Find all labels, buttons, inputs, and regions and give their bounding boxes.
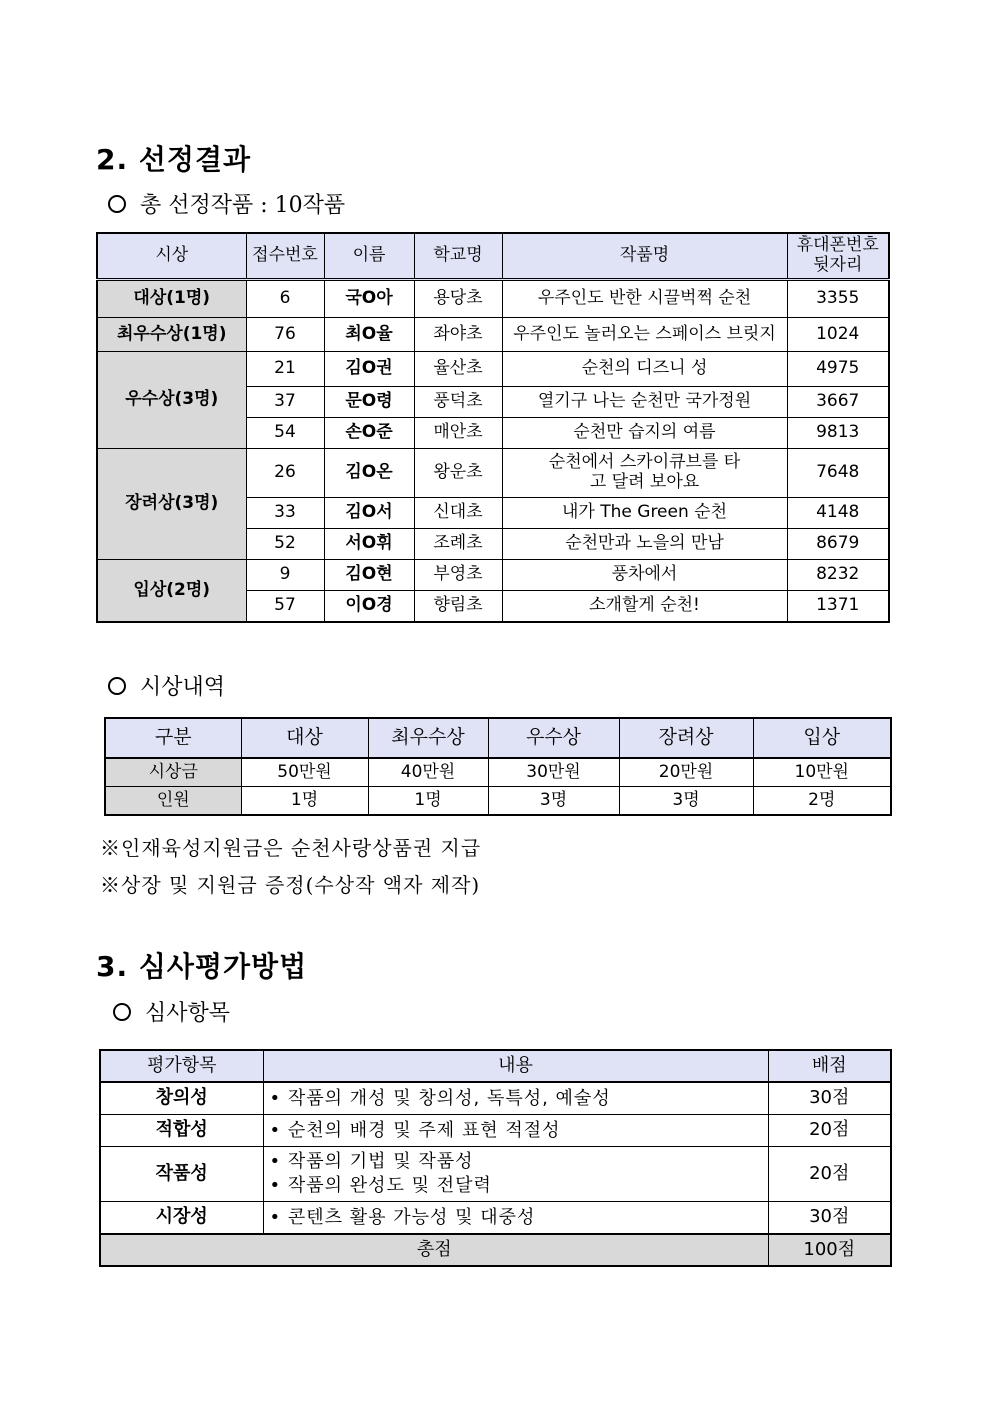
eval-header-content: 내용: [263, 1050, 768, 1082]
phone-tail: 1024: [787, 318, 889, 352]
circle-bullet-icon: [108, 677, 126, 695]
student-name: 김O권: [324, 352, 414, 387]
phone-tail: 1371: [787, 591, 889, 623]
school: 향림초: [414, 591, 502, 623]
award-cell: 대상(1명): [97, 280, 246, 318]
award-cell: 장려상(3명): [97, 449, 246, 560]
header-phone: [787, 233, 889, 280]
header-school: 학교명: [414, 233, 502, 280]
school: 부영초: [414, 560, 502, 591]
bullet-total-text: 총 선정작품 : 10작품: [140, 193, 346, 218]
entry-no: 54: [246, 418, 324, 449]
award-cell: 입상(2명): [97, 560, 246, 623]
phone-tail: 7648: [787, 449, 889, 498]
student-name: 국O아: [324, 280, 414, 318]
table-row: [100, 1147, 891, 1202]
work-title: 우주인도 반한 시끌벅쩍 순천: [502, 280, 787, 318]
eval-item: 창의성: [100, 1082, 263, 1115]
prize-count-value: 3명: [619, 787, 753, 816]
header-entry-no: 접수번호: [246, 233, 324, 280]
school: 좌야초: [414, 318, 502, 352]
school: 신대초: [414, 498, 502, 529]
student-name: 김O서: [324, 498, 414, 529]
table-row: [100, 1115, 891, 1147]
eval-item: 작품성: [100, 1147, 263, 1202]
phone-tail: 8679: [787, 529, 889, 560]
student-name: 최O율: [324, 318, 414, 352]
results-header-row: [97, 233, 889, 280]
award-cell: 최우수상(1명): [97, 318, 246, 352]
student-name: 문O령: [324, 387, 414, 418]
circle-bullet-icon: [108, 195, 126, 213]
prize-money-value: 10만원: [753, 758, 891, 787]
school: 풍덕초: [414, 387, 502, 418]
entry-no: 26: [246, 449, 324, 498]
entry-no: 21: [246, 352, 324, 387]
prize-money-row: [105, 758, 891, 787]
eval-total-score: 100점: [768, 1234, 891, 1266]
eval-total-label: 총점: [100, 1234, 768, 1266]
prize-count-value: 2명: [753, 787, 891, 816]
header-name: 이름: [324, 233, 414, 280]
prize-header-excellence: 최우수상: [368, 718, 488, 758]
student-name: 손O준: [324, 418, 414, 449]
prize-header-encouragement: 장려상: [619, 718, 753, 758]
prize-count-row: [105, 787, 891, 816]
bullet-total-works: [108, 188, 345, 219]
eval-header-item: 평가항목: [100, 1050, 263, 1082]
prize-count-label: 인원: [105, 787, 241, 816]
award-cell: 우수상(3명): [97, 352, 246, 449]
prize-money-value: 50만원: [241, 758, 368, 787]
eval-desc-line: • 순천의 배경 및 주제 표현 적절성: [269, 1119, 561, 1141]
prize-count-value: 1명: [241, 787, 368, 816]
eval-score: 30점: [768, 1202, 891, 1235]
bullet-prize-text: 시상내역: [140, 675, 226, 700]
eval-total-row: [100, 1234, 891, 1266]
work-title: 순천에서 스카이큐브를 타고 달려 보아요: [502, 449, 787, 498]
prize-header-merit: 우수상: [488, 718, 619, 758]
eval-desc: [263, 1147, 768, 1202]
eval-desc: [263, 1202, 768, 1235]
eval-score: 30점: [768, 1082, 891, 1115]
prize-count-value: 3명: [488, 787, 619, 816]
entry-no: 33: [246, 498, 324, 529]
student-name: 서O휘: [324, 529, 414, 560]
section2-title: 2. 선정결과: [96, 143, 252, 176]
bullet-prize: [108, 670, 225, 701]
student-name: 김O현: [324, 560, 414, 591]
prize-money-value: 20만원: [619, 758, 753, 787]
table-row: [97, 352, 889, 387]
work-title: 소개할게 순천!: [502, 591, 787, 623]
eval-desc-line: • 작품의 기법 및 작품성: [269, 1151, 474, 1172]
evaluation-table: [99, 1049, 892, 1267]
table-row: [97, 280, 889, 318]
student-name: 김O온: [324, 449, 414, 498]
entry-no: 6: [246, 280, 324, 318]
table-row: [97, 449, 889, 498]
note-2: ※상장 및 지원금 증정(수상작 액자 제작): [100, 873, 481, 897]
header-work: 작품명: [502, 233, 787, 280]
work-title: 우주인도 놀러오는 스페이스 브릿지: [502, 318, 787, 352]
prize-header-category: 구분: [105, 718, 241, 758]
work-title: 내가 The Green 순천: [502, 498, 787, 529]
entry-no: 57: [246, 591, 324, 623]
eval-desc-line: • 콘텐츠 활용 가능성 및 대중성: [269, 1206, 536, 1228]
work-title: 순천의 디즈니 성: [502, 352, 787, 387]
phone-tail: 4975: [787, 352, 889, 387]
prize-money-value: 40만원: [368, 758, 488, 787]
eval-item: 시장성: [100, 1202, 263, 1235]
prize-count-value: 1명: [368, 787, 488, 816]
bullet-eval-text: 심사항목: [145, 1001, 231, 1026]
school: 율산초: [414, 352, 502, 387]
entry-no: 52: [246, 529, 324, 560]
eval-item: 적합성: [100, 1115, 263, 1147]
student-name: 이O경: [324, 591, 414, 623]
work-title: 열기구 나는 순천만 국가정원: [502, 387, 787, 418]
note-1: ※인재육성지원금은 순천사랑상품권 지급: [100, 836, 482, 860]
work-title: 순천만과 노을의 만남: [502, 529, 787, 560]
phone-tail: 8232: [787, 560, 889, 591]
table-row: [100, 1082, 891, 1115]
prize-header-row: [105, 718, 891, 758]
entry-no: 76: [246, 318, 324, 352]
school: 용당초: [414, 280, 502, 318]
phone-tail: 3667: [787, 387, 889, 418]
school: 조례초: [414, 529, 502, 560]
phone-tail: 9813: [787, 418, 889, 449]
eval-desc: [263, 1082, 768, 1115]
table-row: [97, 318, 889, 352]
prize-header-grand: 대상: [241, 718, 368, 758]
eval-score: 20점: [768, 1147, 891, 1202]
table-row: [100, 1202, 891, 1235]
results-table: [96, 232, 890, 623]
work-title: 순천만 습지의 여름: [502, 418, 787, 449]
phone-tail: 3355: [787, 280, 889, 318]
eval-header-score: 배점: [768, 1050, 891, 1082]
eval-desc: [263, 1115, 768, 1147]
entry-no: 37: [246, 387, 324, 418]
eval-score: 20점: [768, 1115, 891, 1147]
eval-desc-line: • 작품의 완성도 및 전달력: [269, 1175, 492, 1196]
circle-bullet-icon: [113, 1003, 131, 1021]
phone-tail: 4148: [787, 498, 889, 529]
header-award: 시상: [97, 233, 246, 280]
school: 매안초: [414, 418, 502, 449]
school: 왕운초: [414, 449, 502, 498]
eval-header-row: [100, 1050, 891, 1082]
section3-title: 3. 심사평가방법: [96, 950, 308, 983]
prize-table: [104, 717, 892, 816]
prize-money-value: 30만원: [488, 758, 619, 787]
prize-money-label: 시상금: [105, 758, 241, 787]
bullet-eval-items: [113, 996, 230, 1027]
prize-header-honorable: 입상: [753, 718, 891, 758]
header-phone-text: 휴대폰번호 뒷자리: [796, 235, 879, 275]
entry-no: 9: [246, 560, 324, 591]
work-title: 풍차에서: [502, 560, 787, 591]
table-row: [97, 560, 889, 591]
eval-desc-line: • 작품의 개성 및 창의성, 독특성, 예술성: [269, 1087, 611, 1109]
